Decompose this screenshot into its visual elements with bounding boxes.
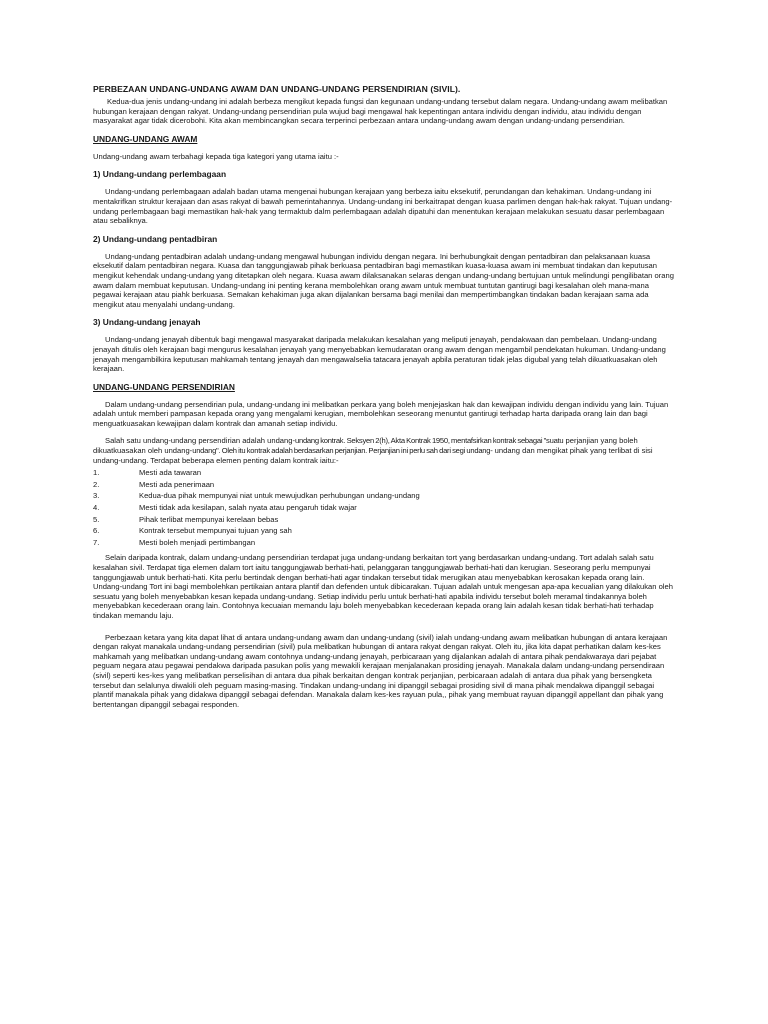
pentadbiran-paragraph: Undang-undang pentadbiran adalah undang-undang mengawal hubungan individu dengan negara. Ini berhubungkait dengan pentadbiran dan pelaksanaan kuasa eksekutif dalam pentadbiran negara. Kuasa dan tanggungjawab pihak berkuasa pentadbiran bagi memastikan kuasa-kuasa awam ini membuat tindakan dan keputusan mengikut kehendak undang-undang yang ditetapkan oleh negara. Kuasa awam dilaksanakan selaras dengan undang-undang bertujuan untuk melindungi pengilibatan orang awam dalam membuat keputusan. Undang-undang ini penting kerana membolehkan orang awam untuk membuat tuntutan gantirugi bagi kesalahan oleh mana-mana pegawai kerajaan atau piahk berkuasa. Semakan kehakiman juga akan dijalankan bersama bagi menilai dan mempertimbangkan tindakan badan kerajaan sama ada mengikut atau menyalahi undang-undang. [93,251,674,309]
list-item-number: 3. [93,491,100,501]
jenayah-paragraph: Undang-undang jenayah dibentuk bagi mengawal masyarakat daripada melakukan kesalahan yang meliputi jenayah, pendakwaan dan pembelaan. Undang-undang jenayah ditulis oleh kerajaan bagi mengurus kesalahan jenayah yang menyebabkan kemudaratan orang awam dengan mengambil pendekatan hukuman. Undang-undang jenayah mengambilkira keputusan mahkamah tentang jenayah dan mengawalselia tatacara jenayah apbila peraturan tidak jelas digubal yang telah dikuatkuasakan oleh kerajaan. [93,335,666,374]
heading-undang-undang-persendirian: UNDANG-UNDANG PERSENDIRIAN [93,381,235,392]
heading-undang-undang-awam: UNDANG-UNDANG AWAM [93,133,198,144]
intro-paragraph: Kedua-dua jenis undang-undang ini adalah berbeza mengikut kepada fungsi dan kegunaan undang-undang tersebut dalam negara. Undang-undang awam melibatkan hubungan kerajaan dengan rakyat. Undang-undang persendirian pula wujud bagi mengawal hak kepentingan antara individu dengan individu, atau individu dengan masyarakat agar tidak dicerobohi. Kita akan membincangkan secara terperinci perbezaan antara undang-undang awam dengan undang-undang persendirian. [93,97,668,126]
list-item [93,525,675,537]
list-item [93,502,675,514]
list-item [93,467,675,479]
list-item-text: Mesti ada penerimaan [139,479,215,489]
list-item [93,490,675,502]
persendirian-paragraph-1: Dalam undang-undang persendirian pula, undang-undang ini melibatkan perkara yang boleh menjejaskan hak dan kewajipan individu dengan individu yang lain. Tujuan adalah untuk memberi pampasan kepada orang yang mengalami kerugian, membolehkan seseorang menuntut gantirugi terhadap harta daripada orang lain dan bagi menguatkuasakan kewajipan dalam kontrak dan amanah setiap individu. [93,399,669,428]
kontrak-paragraph [93,436,675,465]
list-item [93,537,675,549]
document-title: PERBEZAAN UNDANG-UNDANG AWAM DAN UNDANG-UNDANG PERSENDIRIAN (SIVIL). [93,84,461,94]
list-item-number: 2. [93,479,100,489]
list-item-number: 1. [93,468,100,478]
awam-lead: Undang-undang awam terbahagi kepada tiga kategori yang utama iaitu :- [93,151,339,161]
document-page [93,84,675,717]
list-item-text: Kedua-dua pihak mempunyai niat untuk mewujudkan perhubungan undang-undang [139,491,420,501]
list-item-number: 4. [93,503,100,513]
perlembagaan-paragraph: Undang-undang perlembagaan adalah badan utama mengenai hubungan kerajaan yang berbeza iaitu eksekutif, perundangan dan kehakiman. Undang-undang ini mentakrifkan struktur kerajaan dan asas rakyat di bawah pemerintahannya. Undang-undang ini berkaitrapat dengan kuasa parlimen dengan hak-hak rakyat. Tujuan undang-undang perlembagaan bagi memastikan hak-hak yang termaktub dalm perlembagaan adalah dipatuhi dan menentukan kerajaan melakukan sesuatu dasar perlembagaan atau sebaliknya. [93,187,673,226]
heading-perlembagaan: 1) Undang-undang perlembagaan [93,169,227,180]
list-item-text: Kontrak tersebut mempunyai tujuan yang sah [139,526,292,536]
heading-pentadbiran: 2) Undang-undang pentadbiran [93,233,218,244]
perbezaan-paragraph: Perbezaan ketara yang kita dapat lihat di antara undang-undang awam dan undang-undang (sivil) ialah undang-undang awam melibatkan hubungan di antara kerajaan dengan rakyat manakala undang-undang persendirian (sivil) pula melibatkan hubungan di antara rakyat dengan rakyat. Oleh itu, jika kita dapat perhatikan dalam kes-kes mahkamah yang melibatkan undang-undang awam contohnya undang-undang jenayah, perbicaraan yang dijalankan adalah di antara pihak pendakwaraya dari pejabat peguam negara atau pegawai pendakwa daripada pasukan polis yang mewakili kerajaan menjalanakan prosiding jenayah. Manakala dalam undang-undang persendiraan (sivil) seperti kes-kes yang melibatkan perselisihan di antara dua pihak berkaitan dengan kontrak perjanjian, perbicaraan adalah di antara dua pihak yang bersengketa tersebut dan selalunya diwakili oleh peguam masing-masing. Tindakan undang-undang ini dipanggil sebagai prosiding sivil di mana pihak mendakwa dipanggil sebagai plantif manakala pihak yang didakwa dipanggil sebagai defendan. Manakala dalam kes-kes rayuan pula,, pihak yang membuat rayuan dipanggil appellant dan pihak yang bertentangan dipanggil sebagai responden. [93,632,668,709]
contract-elements-list [93,467,675,548]
kontrak-text-d: undang". Oleh itu kontrak adalah berdasarkan perjanjian. Perjanjian ini perlu sah dari segi undang- [192,446,493,456]
list-item-number: 6. [93,526,100,536]
list-item-text: Mesti boleh menjadi pertimbangan [139,537,256,547]
list-item [93,514,675,526]
list-item-number: 5. [93,514,100,524]
list-item-text: Mesti ada tawaran [139,468,202,478]
list-item [93,479,675,491]
kontrak-text-b: undang kontrak. Seksyen 2(h), Akta Kontrak 1950, mentafsirkan kontrak sebagai "suatu [295,436,564,446]
tort-paragraph: Selain daripada kontrak, dalam undang-undang persendirian terdapat juga undang-undang berkaitan tort yang berdasarkan undang-undang. Tort adalah salah satu kesalahan sivil. Terdapat tiga elemen dalam tort iaitu tanggungjawab berhati-hati, pelanggaran tanggungjawab berhati-hati dan kerugian. Seseorang perlu mempunyai tanggungjawab untuk berhati-hati. Kita perlu bertindak dengan berhati-hati agar tindakan tersebut tidak merugikan atau menyebabkan kerosakan kepada orang lain. Undang-undang Tort ini bagi membolehkan pertikaian antara plantif dan defenden untuk dibicarakan. Tujuan adalah untuk mengesan apa-apa kecualian yang dilakukan oleh sesuatu yang boleh menyebabkan kesan kepada undang-undang. Setiap individu perlu untuk berhati-hati apabila individu tersebut boleh meramal tindakannya boleh menyebabkan kecederaan orang lain. Contohnya kecuaian memandu laju boleh menyebabkan kecederaan kepada orang lain adalah kesan tidak berhati-hati terhadap tindakan memandu laju. [93,553,673,620]
kontrak-text-c: perjanjian yang boleh dikuatkuasakan oleh undang- [93,436,638,456]
heading-jenayah: 3) Undang-undang jenayah [93,317,201,328]
list-item-number: 7. [93,537,100,547]
list-item-text: Mesti tidak ada kesilapan, salah nyata atau pengaruh tidak wajar [139,503,357,513]
list-item-text: Pihak terlibat mempunyai kerelaan bebas [139,514,279,524]
kontrak-text-e: undang dan mengikat pihak yang terlibat di sisi undang-undang. Terdapat beberapa elemen penting dalam kontrak iaitu:- [93,446,653,465]
kontrak-text-a: Salah satu undang-undang persendirian adalah undang- [105,436,295,446]
